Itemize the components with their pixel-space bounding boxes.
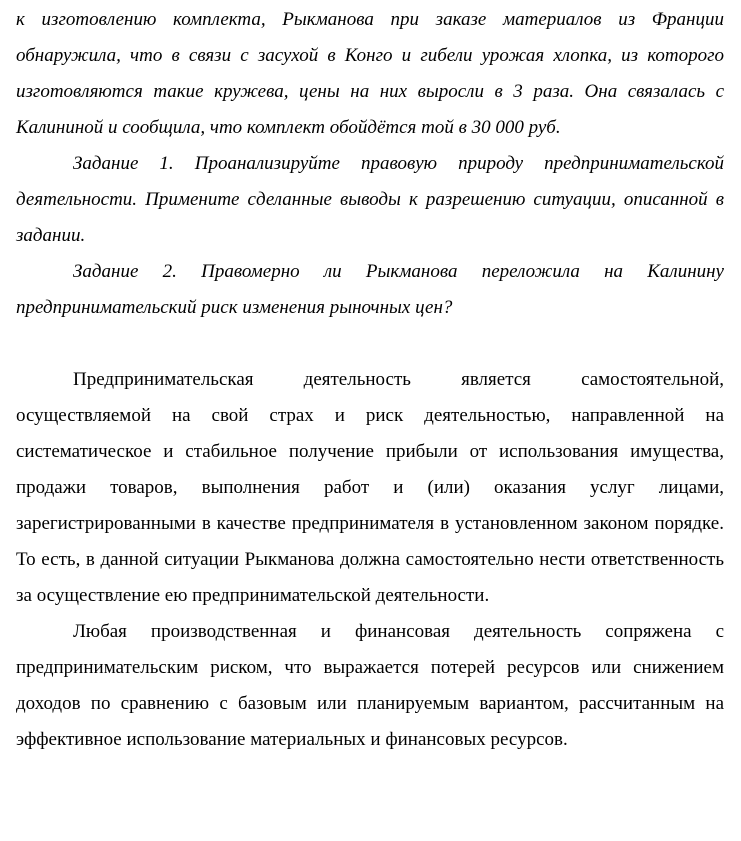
answer-paragraph-2: Любая производственная и финансовая деятельность сопряжена с предпринимательским риском, что выражается потерей ресурсов или снижением доходов по сравнению с базовым или планируемым вариантом, рассчитанным на эффективное использование материальных и финансовых ресурсов. — [16, 621, 724, 750]
paragraph-spacer — [16, 326, 724, 362]
assignment-2: Задание 2. Правомерно ли Рыкманова переложила на Калинину предпринимательский риск изменения рыночных цен? — [16, 261, 724, 318]
answer-paragraph-1: Предпринимательская деятельность является самостоятельной, осуществляемой на свой страх и риск деятельностью, направленной на систематическое и стабильное получение прибыли от использования имущества, продажи товаров, выполнения работ и (или) оказания услуг лицами, зарегистрированными в качестве предпринимателя в установленном законом порядке. То есть, в данной ситуации Рыкманова должна самостоятельно нести ответственность за осуществление ею предпринимательской деятельности. — [16, 369, 724, 606]
document-page — [16, 2, 724, 758]
assignment-1: Задание 1. Проанализируйте правовую природу предпринимательской деятельности. Примените сделанные выводы к разрешению ситуации, описанной в задании. — [16, 153, 724, 246]
case-text-continuation: к изготовлению комплекта, Рыкманова при заказе материалов из Франции обнаружила, что в связи с засухой в Конго и гибели урожая хлопка, из которого изготовляются такие кружева, цены на них выросли в 3 раза. Она связалась с Калининой и сообщила, что комплект обойдётся той в 30 000 руб. — [16, 9, 724, 138]
